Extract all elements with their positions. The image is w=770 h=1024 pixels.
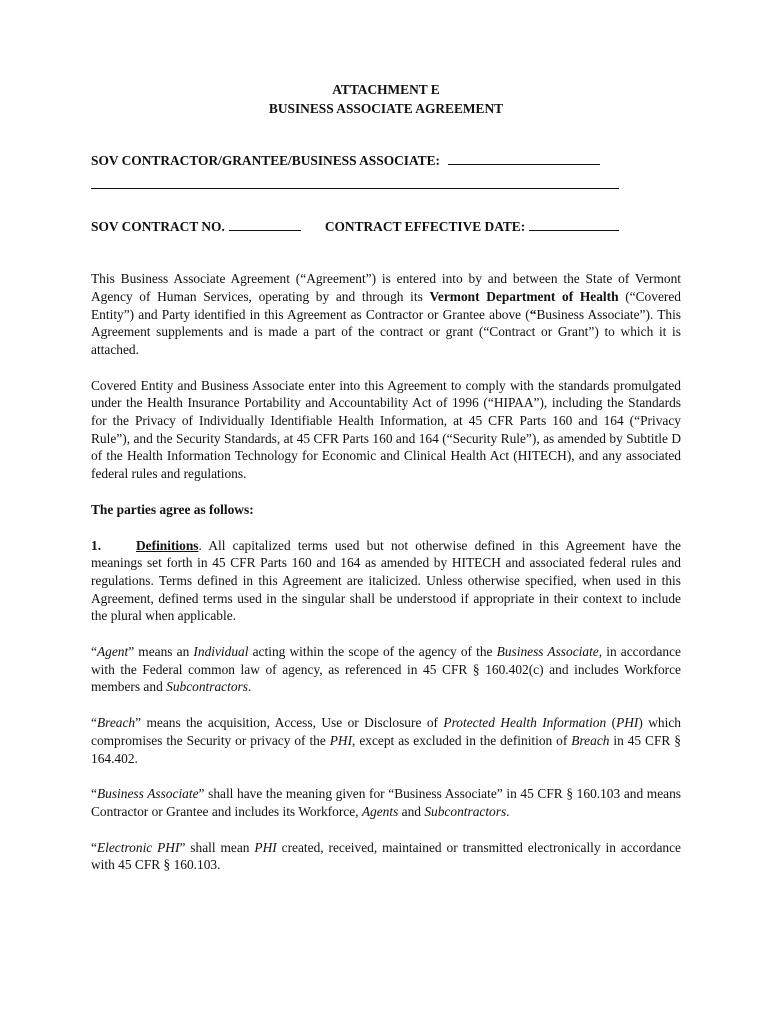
definition-agent <box>91 643 681 696</box>
definition-text: “ <box>91 644 97 660</box>
contractor-blank-line-2[interactable] <box>91 176 619 189</box>
intro-paragraph-2: Covered Entity and Business Associate enter into this Agreement to comply with the standards promulgated under the Health Insurance Portability and Accountability Act of 1996 (“HIPAA”), including the Standards for the Privacy of Individually Identifiable Health Information, at 45 CFR Parts 160 and 164 (“Privacy Rule”), and the Security Standards, at 45 CFR Parts 160 and 164 (“Security Rule”), as amended by Subtitle D of the Health Information Technology for Economic and Clinical Health Act (HITECH), and any associated federal rules and regulations. <box>91 377 681 482</box>
defined-term: Electronic PHI <box>96 839 180 855</box>
definition-text: “ <box>91 786 97 802</box>
definition-text: and <box>398 803 425 819</box>
italic-term: PHI <box>254 839 277 855</box>
document-title: BUSINESS ASSOCIATE AGREEMENT <box>268 101 504 116</box>
definition-text: ” shall have the meaning given for “Business Associate” in 45 CFR § 160.103 and means Contractor or Grantee and includes its Workforce, <box>91 786 681 819</box>
definition-electronic-phi <box>91 839 681 874</box>
definition-text: in 45 CFR § 164.402. <box>91 732 681 766</box>
contract-no-blank-line[interactable] <box>229 218 301 231</box>
italic-term: Subcontractors <box>166 679 248 695</box>
section-1-definitions <box>91 537 681 626</box>
effective-date-field <box>325 218 619 236</box>
definition-text: , except as excluded in the definition of <box>352 732 572 748</box>
definition-text: created, received, maintained or transmitted electronically in accordance with 45 CFR § 160.103. <box>91 839 682 873</box>
document-page <box>91 80 681 892</box>
definition-business-associate <box>91 785 681 820</box>
intro-text: Business Associate”). This Agreement supplements and is made a part of the contract or grant (“Contract or Grant”) to which it is attached. <box>91 306 682 357</box>
italic-term: Business Associate <box>496 644 599 660</box>
contractor-field <box>91 152 681 170</box>
effective-date-label: CONTRACT EFFECTIVE DATE: <box>324 219 526 235</box>
department-name: Vermont Department of Health <box>429 288 619 304</box>
definition-text: ” shall mean <box>179 839 255 855</box>
defined-term: Agent <box>96 644 129 660</box>
intro-text: (“Covered Entity”) and Party identified in this Agreement as Contractor or Grantee above ( <box>91 288 681 322</box>
contract-no-field <box>91 218 301 236</box>
italic-term: Protected Health Information <box>443 715 607 731</box>
definition-text: . <box>247 679 252 695</box>
definition-text: , in accordance with the Federal common law of agency, as referenced in 45 CFR § 160.402(c) and includes Workforce members and <box>91 644 681 695</box>
italic-term: Individual <box>193 644 249 660</box>
document-header <box>91 80 681 118</box>
intro-paragraph-1 <box>91 270 681 359</box>
italic-term: Breach <box>571 732 610 748</box>
contractor-field-continued <box>91 176 681 194</box>
contract-info-row <box>91 218 681 236</box>
effective-date-blank-line[interactable] <box>529 218 619 231</box>
section-number: 1. <box>91 537 102 553</box>
contractor-blank-line[interactable] <box>448 152 600 165</box>
italic-term: Agents <box>361 803 399 819</box>
attachment-label: ATTACHMENT E <box>332 82 440 97</box>
definition-text: “ <box>91 715 97 731</box>
intro-quote-mark: “ <box>529 306 537 322</box>
definition-text: . <box>506 803 510 819</box>
defined-term: Business Associate <box>96 786 199 802</box>
section-heading: Definitions <box>136 537 199 553</box>
italic-term: PHI <box>616 715 639 731</box>
italic-term: PHI <box>329 732 353 748</box>
defined-term: Breach <box>96 715 136 731</box>
section-text: . All capitalized terms used but not otherwise defined in this Agreement have the meanings set forth in 45 CFR Parts 160 and 164 as amended by HITECH and associated federal rules and regulations. Terms defined in this Agreement are italicized. Unless otherwise specified, when used in this Agreement, defined terms used in the singular shall be understood if appropriate in their context to include the plural when applicable. <box>91 537 681 624</box>
definition-text: ) which compromises the Security or privacy of the <box>91 715 681 748</box>
definition-text: acting within the scope of the agency of the <box>248 644 497 660</box>
definition-text: ” means the acquisition, Access, Use or Disclosure of <box>135 715 444 731</box>
contract-no-label: SOV CONTRACT NO. <box>91 219 225 235</box>
definition-text: ( <box>606 715 617 731</box>
italic-term: Subcontractors <box>424 803 507 819</box>
definition-breach <box>91 714 681 767</box>
definition-text: ” means an <box>128 644 194 660</box>
parties-heading: The parties agree as follows: <box>91 501 254 517</box>
definition-text: “ <box>91 839 97 855</box>
contractor-label: SOV CONTRACTOR/GRANTEE/BUSINESS ASSOCIATE: <box>91 153 440 168</box>
intro-text: This Business Associate Agreement (“Agreement”) is entered into by and between the State of Vermont Agency of Human Services, operating by and through its <box>91 271 681 304</box>
